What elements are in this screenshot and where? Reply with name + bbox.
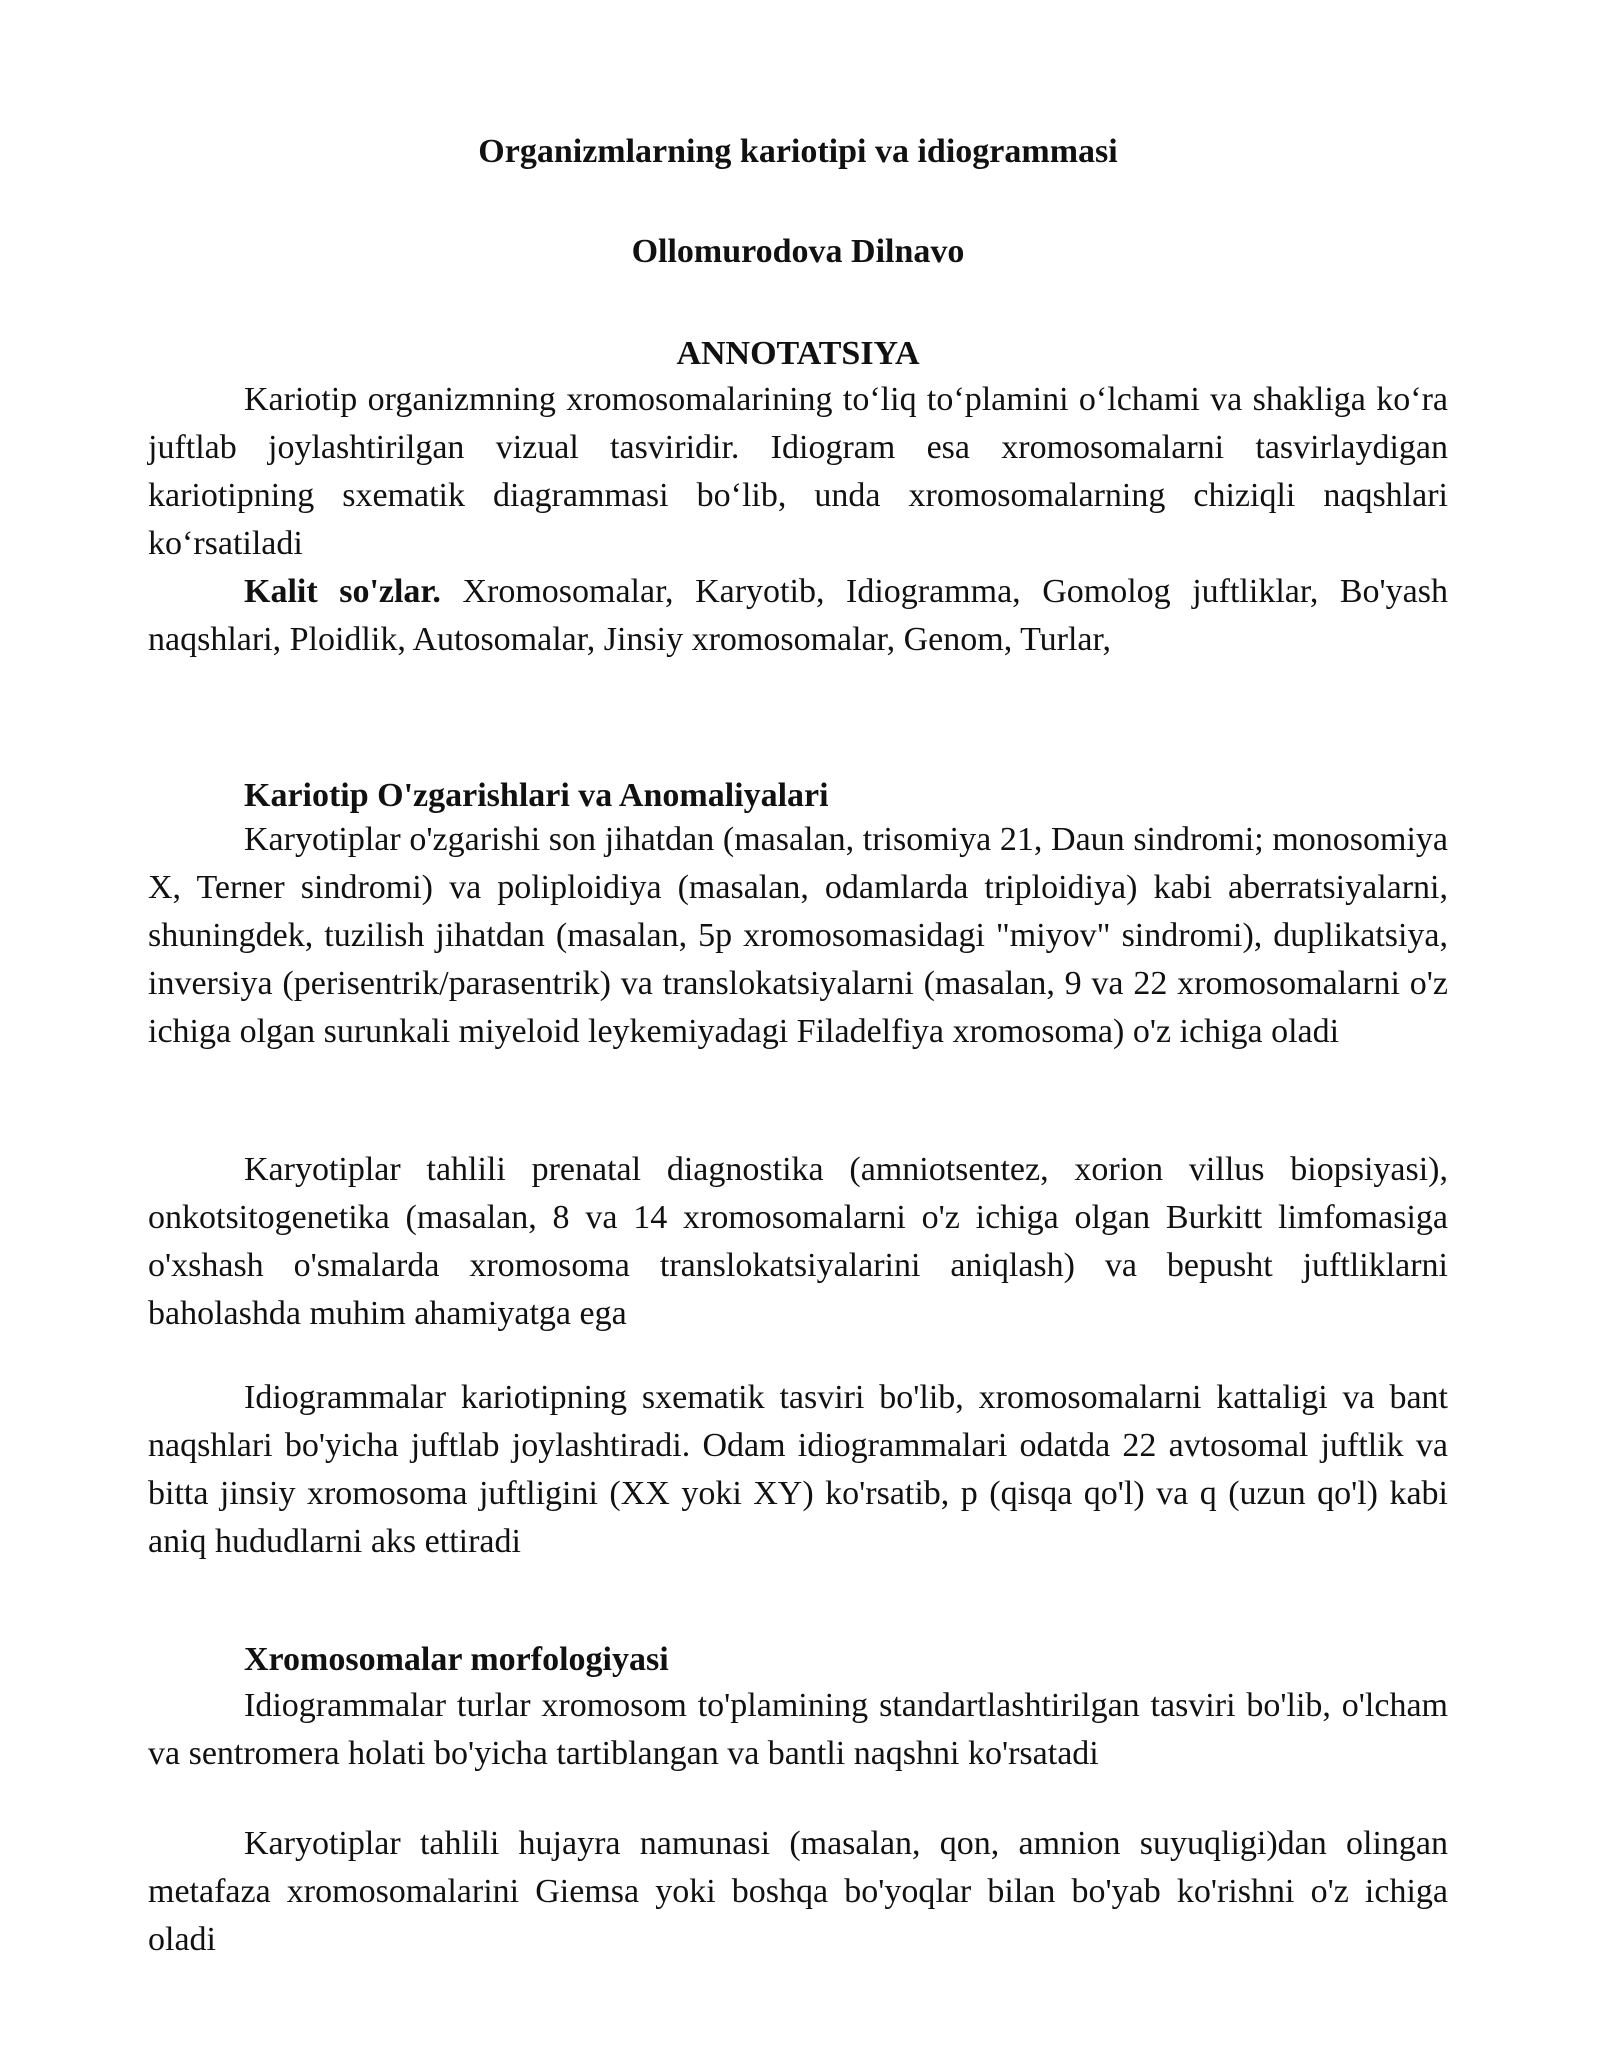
keywords-label: Kalit so'zlar. (244, 573, 441, 610)
abstract-heading: ANNOTATSIYA (676, 335, 920, 372)
section1-paragraph-2: Karyotiplar tahlili prenatal diagnostika (amniotsentez, xorion villus biopsiyasi), onkotsitogenetika (masalan, 8 va 14 xromosomalarni o'z ichiga olgan Burkitt limfomasiga o'xshash o'smalarda xromosoma translokatsiyalarini aniqlash) va bepusht juftliklarni baholashda muhim ahamiyatga ega (148, 1151, 1448, 1332)
section2-paragraph-2: Karyotiplar tahlili hujayra namunasi (masalan, qon, amnion suyuqligi)dan olingan metafaza xromosomalarini Giemsa yoki boshqa bo'yoqlar bilan bo'yab ko'rishni o'z ichiga oladi (148, 1825, 1448, 1958)
section-heading-karyotype-changes: Kariotip O'zgarishlari va Anomaliyalari (244, 777, 829, 814)
abstract-paragraph: Kariotip organizmning xromosomalarining to‘liq to‘plamini o‘lchami va shakliga ko‘ra juftlab joylashtirilgan vizual tasviridir. Idiogram esa xromosomalarni tasvirlaydigan kariotipning sxematik diagrammasi bo‘lib, unda xromosomalarning chiziqli naqshlari ko‘rsatiladi (148, 381, 1448, 562)
section1-paragraph-3: Idiogrammalar kariotipning sxematik tasviri bo'lib, xromosomalarni kattaligi va bant naqshlari bo'yicha juftlab joylashtiradi. Odam idiogrammalari odatda 22 avtosomal juftlik va bitta jinsiy xromosoma juftligini (XX yoki XY) ko'rsatib, p (qisqa qo'l) va q (uzun qo'l) kabi aniq hududlarni aks ettiradi (148, 1379, 1448, 1560)
section1-paragraph-1: Karyotiplar o'zgarishi son jihatdan (masalan, trisomiya 21, Daun sindromi; monosomiya X, Terner sindromi) va poliploidiya (masalan, odamlarda triploidiya) kabi aberratsiyalarni, shuningdek, tuzilish jihatdan (masalan, 5p xromosomasidagi "miyov" sindromi), duplikatsiya, inversiya (perisentrik/parasentrik) va translokatsiyalarni (masalan, 9 va 22 xromosomalarni o'z ichiga olgan surunkali miyeloid leykemiyadagi Filadelfiya xromosoma) o'z ichiga oladi (148, 821, 1448, 1050)
section2-paragraph-1: Idiogrammalar turlar xromosom to'plamining standartlashtirilgan tasviri bo'lib, o'lcham va sentromera holati bo'yicha tartiblangan va bantli naqshni ko'rsatadi (148, 1687, 1448, 1772)
keywords-paragraph (148, 568, 1448, 664)
author-name: Ollomurodova Dilnavo (631, 233, 965, 270)
keywords-text: Xromosomalar, Karyotib, Idiogramma, Gomolog juftliklar, Bo'yash naqshlari, Ploidlik, Autosomalar, Jinsiy xromosomalar, Genom, Turlar, (148, 573, 1448, 658)
section-heading-morphology: Xromosomalar morfologiyasi (244, 1641, 669, 1678)
document-title: Organizmlarning kariotipi va idiogrammasi (478, 133, 1118, 170)
